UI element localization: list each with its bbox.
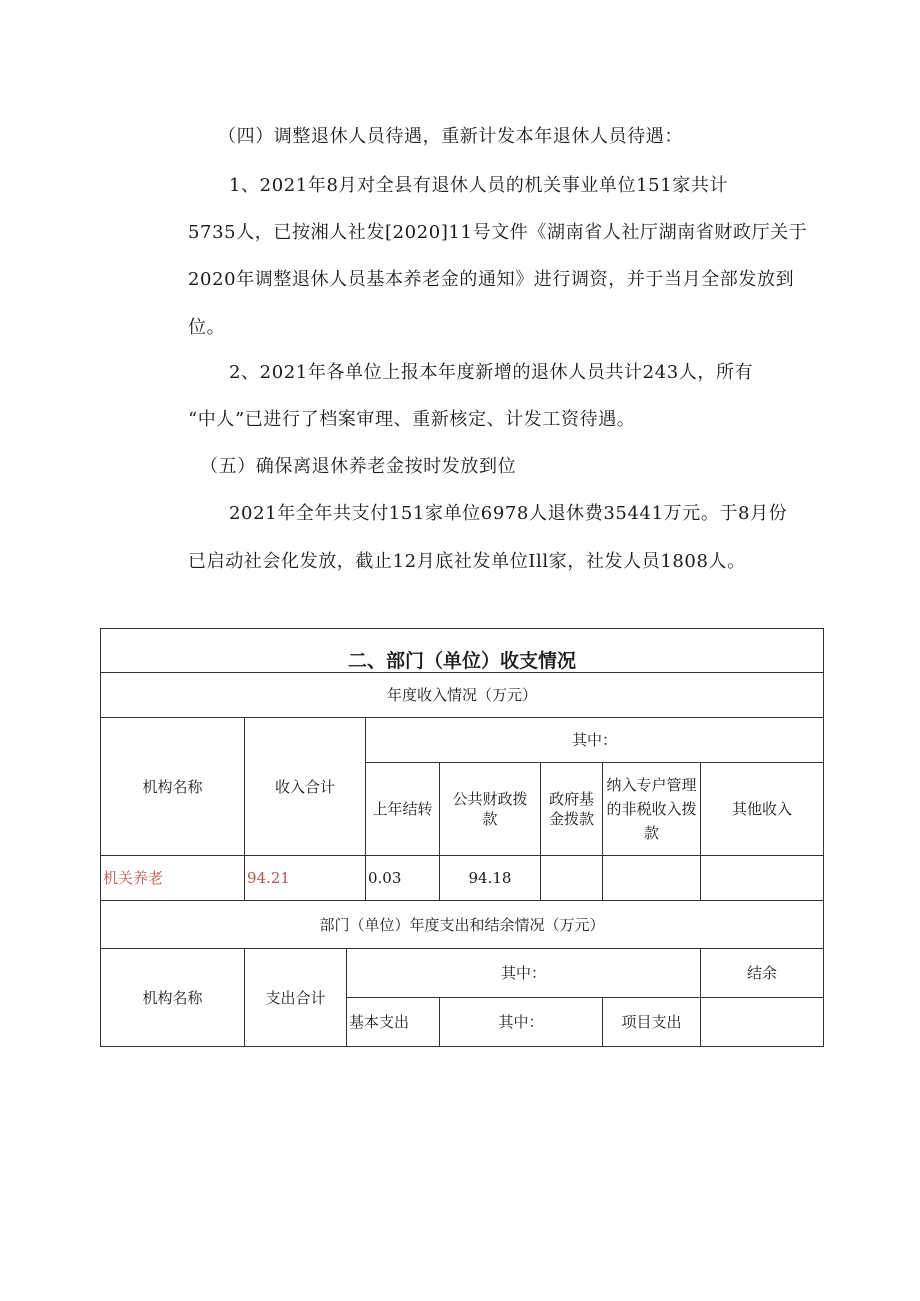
income-row-fiscal: 94.18 (440, 856, 541, 901)
paragraph-5-heading: （五）确保离退休养老金按时发放到位 (200, 456, 517, 477)
expense-col-basic: 基本支出 (347, 998, 440, 1047)
income-row-other (701, 856, 824, 901)
paragraph-item-1-line-4: 位。 (188, 317, 226, 338)
paragraph-item-2-line-1: 2、2021年各单位上报本年度新增的退休人员共计243人，所有 (229, 362, 754, 383)
paragraph-item-2-line-2: “中人”已进行了档案审理、重新核定、计发工资待遇。 (188, 409, 636, 430)
income-row-special (603, 856, 701, 901)
income-col-fiscal: 公共财政拨款 (440, 763, 541, 856)
income-col-carryover: 上年结转 (366, 763, 440, 856)
income-col-special: 纳入专户管理的非税收入拨款 (603, 763, 701, 856)
paragraph-4-heading: （四）调整退休人员待遇，重新计发本年退休人员待遇： (218, 126, 683, 147)
income-col-other: 其他收入 (701, 763, 824, 856)
paragraph-pension-line-1: 2021年全年共支付151家单位6978人退休费35441万元。于8月份 (229, 503, 788, 524)
income-expense-table (100, 628, 824, 1047)
income-row-total: 94.21 (245, 856, 366, 901)
expense-col-of-which: 其中： (347, 949, 701, 998)
income-row-carryover: 0.03 (366, 856, 440, 901)
paragraph-item-1-line-2: 5735人，已按湘人社发[2020]11号文件《湖南省人社厅湖南省财政厅关于 (188, 222, 808, 243)
income-col-total: 收入合计 (245, 718, 366, 856)
income-row-gov-fund (541, 856, 603, 901)
expense-col-of-which-2: 其中： (440, 998, 603, 1047)
expense-section-header: 部门（单位）年度支出和结余情况（万元） (101, 901, 824, 949)
paragraph-item-1-line-3: 2020年调整退休人员基本养老金的通知》进行调资，并于当月全部发放到 (188, 269, 795, 290)
expense-col-balance-value (701, 998, 824, 1047)
paragraph-item-1-line-1: 1、2021年8月对全县有退休人员的机关事业单位151家共计 (229, 175, 729, 196)
expense-col-org-name: 机构名称 (101, 949, 245, 1047)
expense-col-project: 项目支出 (603, 998, 701, 1047)
income-row-org-name: 机关养老 (101, 856, 245, 901)
expense-col-total: 支出合计 (245, 949, 347, 1047)
income-col-gov-fund: 政府基金拨款 (541, 763, 603, 856)
paragraph-pension-line-2: 已启动社会化发放，截止12月底社发单位Ill家，社发人员1808人。 (188, 551, 746, 572)
income-col-of-which: 其中： (366, 718, 824, 763)
table-title: 二、部门（单位）收支情况 (101, 629, 824, 673)
income-section-header: 年度收入情况（万元） (101, 673, 824, 718)
expense-col-balance: 结余 (701, 949, 824, 998)
income-col-org-name: 机构名称 (101, 718, 245, 856)
